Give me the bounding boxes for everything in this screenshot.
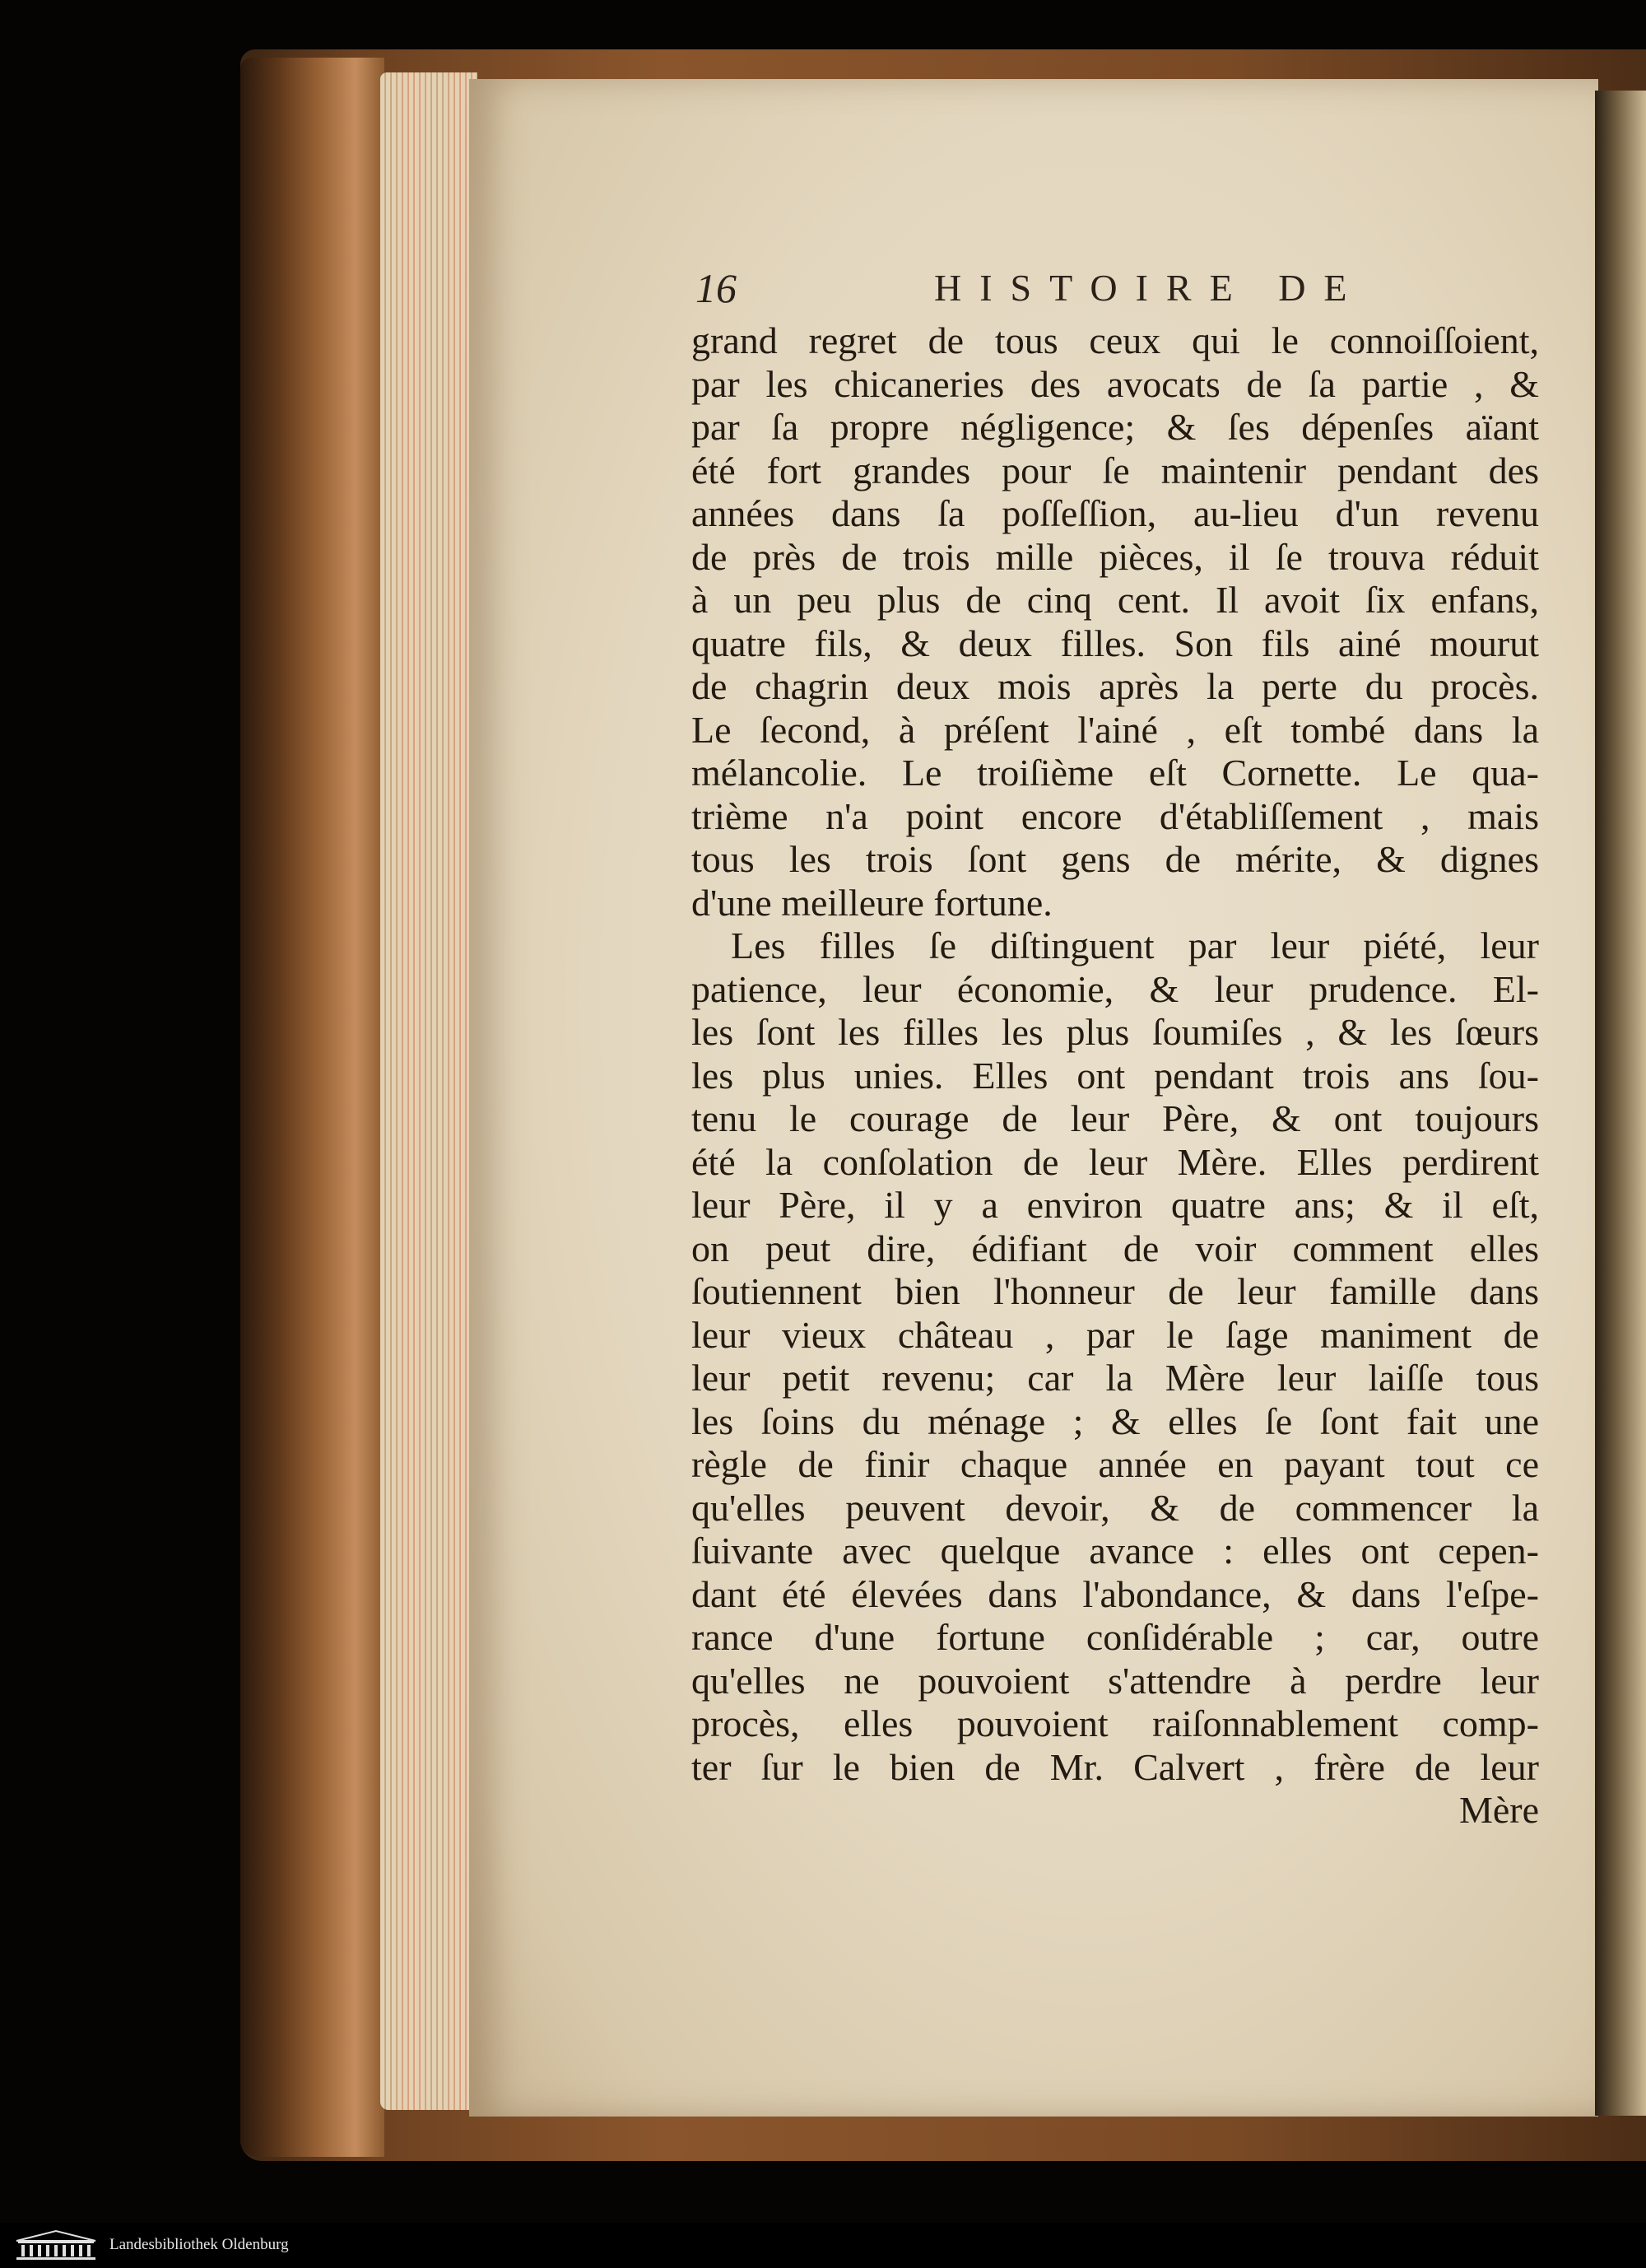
text-line: ſuivante avec quelque avance : elles ont cepen- xyxy=(691,1530,1539,1572)
text-line: les plus unies. Elles ont pendant trois ans ſou- xyxy=(691,1054,1539,1097)
running-head xyxy=(695,263,1527,313)
text-line: on peut dire, édifiant de voir comment elles xyxy=(691,1227,1539,1269)
text-line: années dans ſa poſſeſſion, au-lieu d'un revenu xyxy=(691,492,1539,534)
page-edges xyxy=(380,72,477,2110)
text-line: ſoutiennent bien l'honneur de leur famille dans xyxy=(691,1270,1539,1312)
text-line: été fort grandes pour ſe maintenir pendant des xyxy=(691,449,1539,491)
text-line: à un peu plus de cinq cent. Il avoit ſix enfans, xyxy=(691,579,1539,621)
text-line: de chagrin deux mois après la perte du procès. xyxy=(691,665,1539,707)
text-line: qu'elles peuvent devoir, & de commencer la xyxy=(691,1486,1539,1529)
text-line: leur petit revenu; car la Mère leur laiſſe tous xyxy=(691,1357,1539,1399)
text-line: été la conſolation de leur Mère. Elles perdirent xyxy=(691,1140,1539,1183)
text-line: quatre fils, & deux filles. Son fils ainé mourut xyxy=(691,622,1539,664)
text-line: par ſa propre négligence; & ſes dépenſes aïant xyxy=(691,406,1539,448)
text-line: trième n'a point encore d'établiſſement , mais xyxy=(691,794,1539,837)
text-line: dant été élevées dans l'abondance, & dans l'eſpe- xyxy=(691,1572,1539,1615)
text-line: mélancolie. Le troiſième eſt Cornette. Le qua- xyxy=(691,752,1539,794)
text-line: ter ſur le bien de Mr. Calvert , frère de leur xyxy=(691,1745,1539,1788)
library-name: Landesbibliothek Oldenburg xyxy=(109,2236,289,2253)
text-line: les ſoins du ménage ; & elles ſe ſont fait une xyxy=(691,1399,1539,1442)
facing-page-gutter xyxy=(1595,91,1646,2116)
text-line: de près de trois mille pièces, il ſe trouva réduit xyxy=(691,535,1539,578)
text-line: rance d'une fortune conſidérable ; car, outre xyxy=(691,1616,1539,1658)
text-line: leur Père, il y a environ quatre ans; & il eſt, xyxy=(691,1184,1539,1226)
body-text xyxy=(691,319,1539,1833)
text-line: par les chicaneries des avocats de ſa partie , & xyxy=(691,362,1539,405)
text-line: règle de finir chaque année en payant tout ce xyxy=(691,1443,1539,1485)
text-line: les ſont les filles les plus ſoumiſes , & les ſœurs xyxy=(691,1011,1539,1053)
text-line: leur vieux château , par le ſage maniment de xyxy=(691,1313,1539,1356)
text-line: grand regret de tous ceux qui le connoiſſoient, xyxy=(691,319,1539,361)
text-line: procès, elles pouvoient raiſonnablement comp- xyxy=(691,1702,1539,1744)
text-line: Les filles ſe diſtinguent par leur piété, leur xyxy=(731,924,1539,966)
footer-bar xyxy=(0,2223,1646,2268)
page-number: 16 xyxy=(695,265,737,311)
catchword: Mère xyxy=(1458,1789,1539,1831)
text-line: qu'elles ne pouvoient s'attendre à perdre leur xyxy=(691,1659,1539,1702)
text-line: tous les trois ſont gens de mérite, & dignes xyxy=(691,838,1539,880)
text-line: Le ſecond, à préſent l'ainé , eſt tombé dans la xyxy=(691,708,1539,751)
cover-edge xyxy=(240,58,384,2157)
running-head-title: HISTOIRE DE xyxy=(934,267,1365,309)
text-line: tenu le courage de leur Père, & ont toujours xyxy=(691,1097,1539,1139)
text-line: d'une meilleure fortune. xyxy=(691,881,1053,924)
text-line: patience, leur économie, & leur prudence. El- xyxy=(691,967,1539,1010)
library-building-icon xyxy=(13,2229,99,2261)
